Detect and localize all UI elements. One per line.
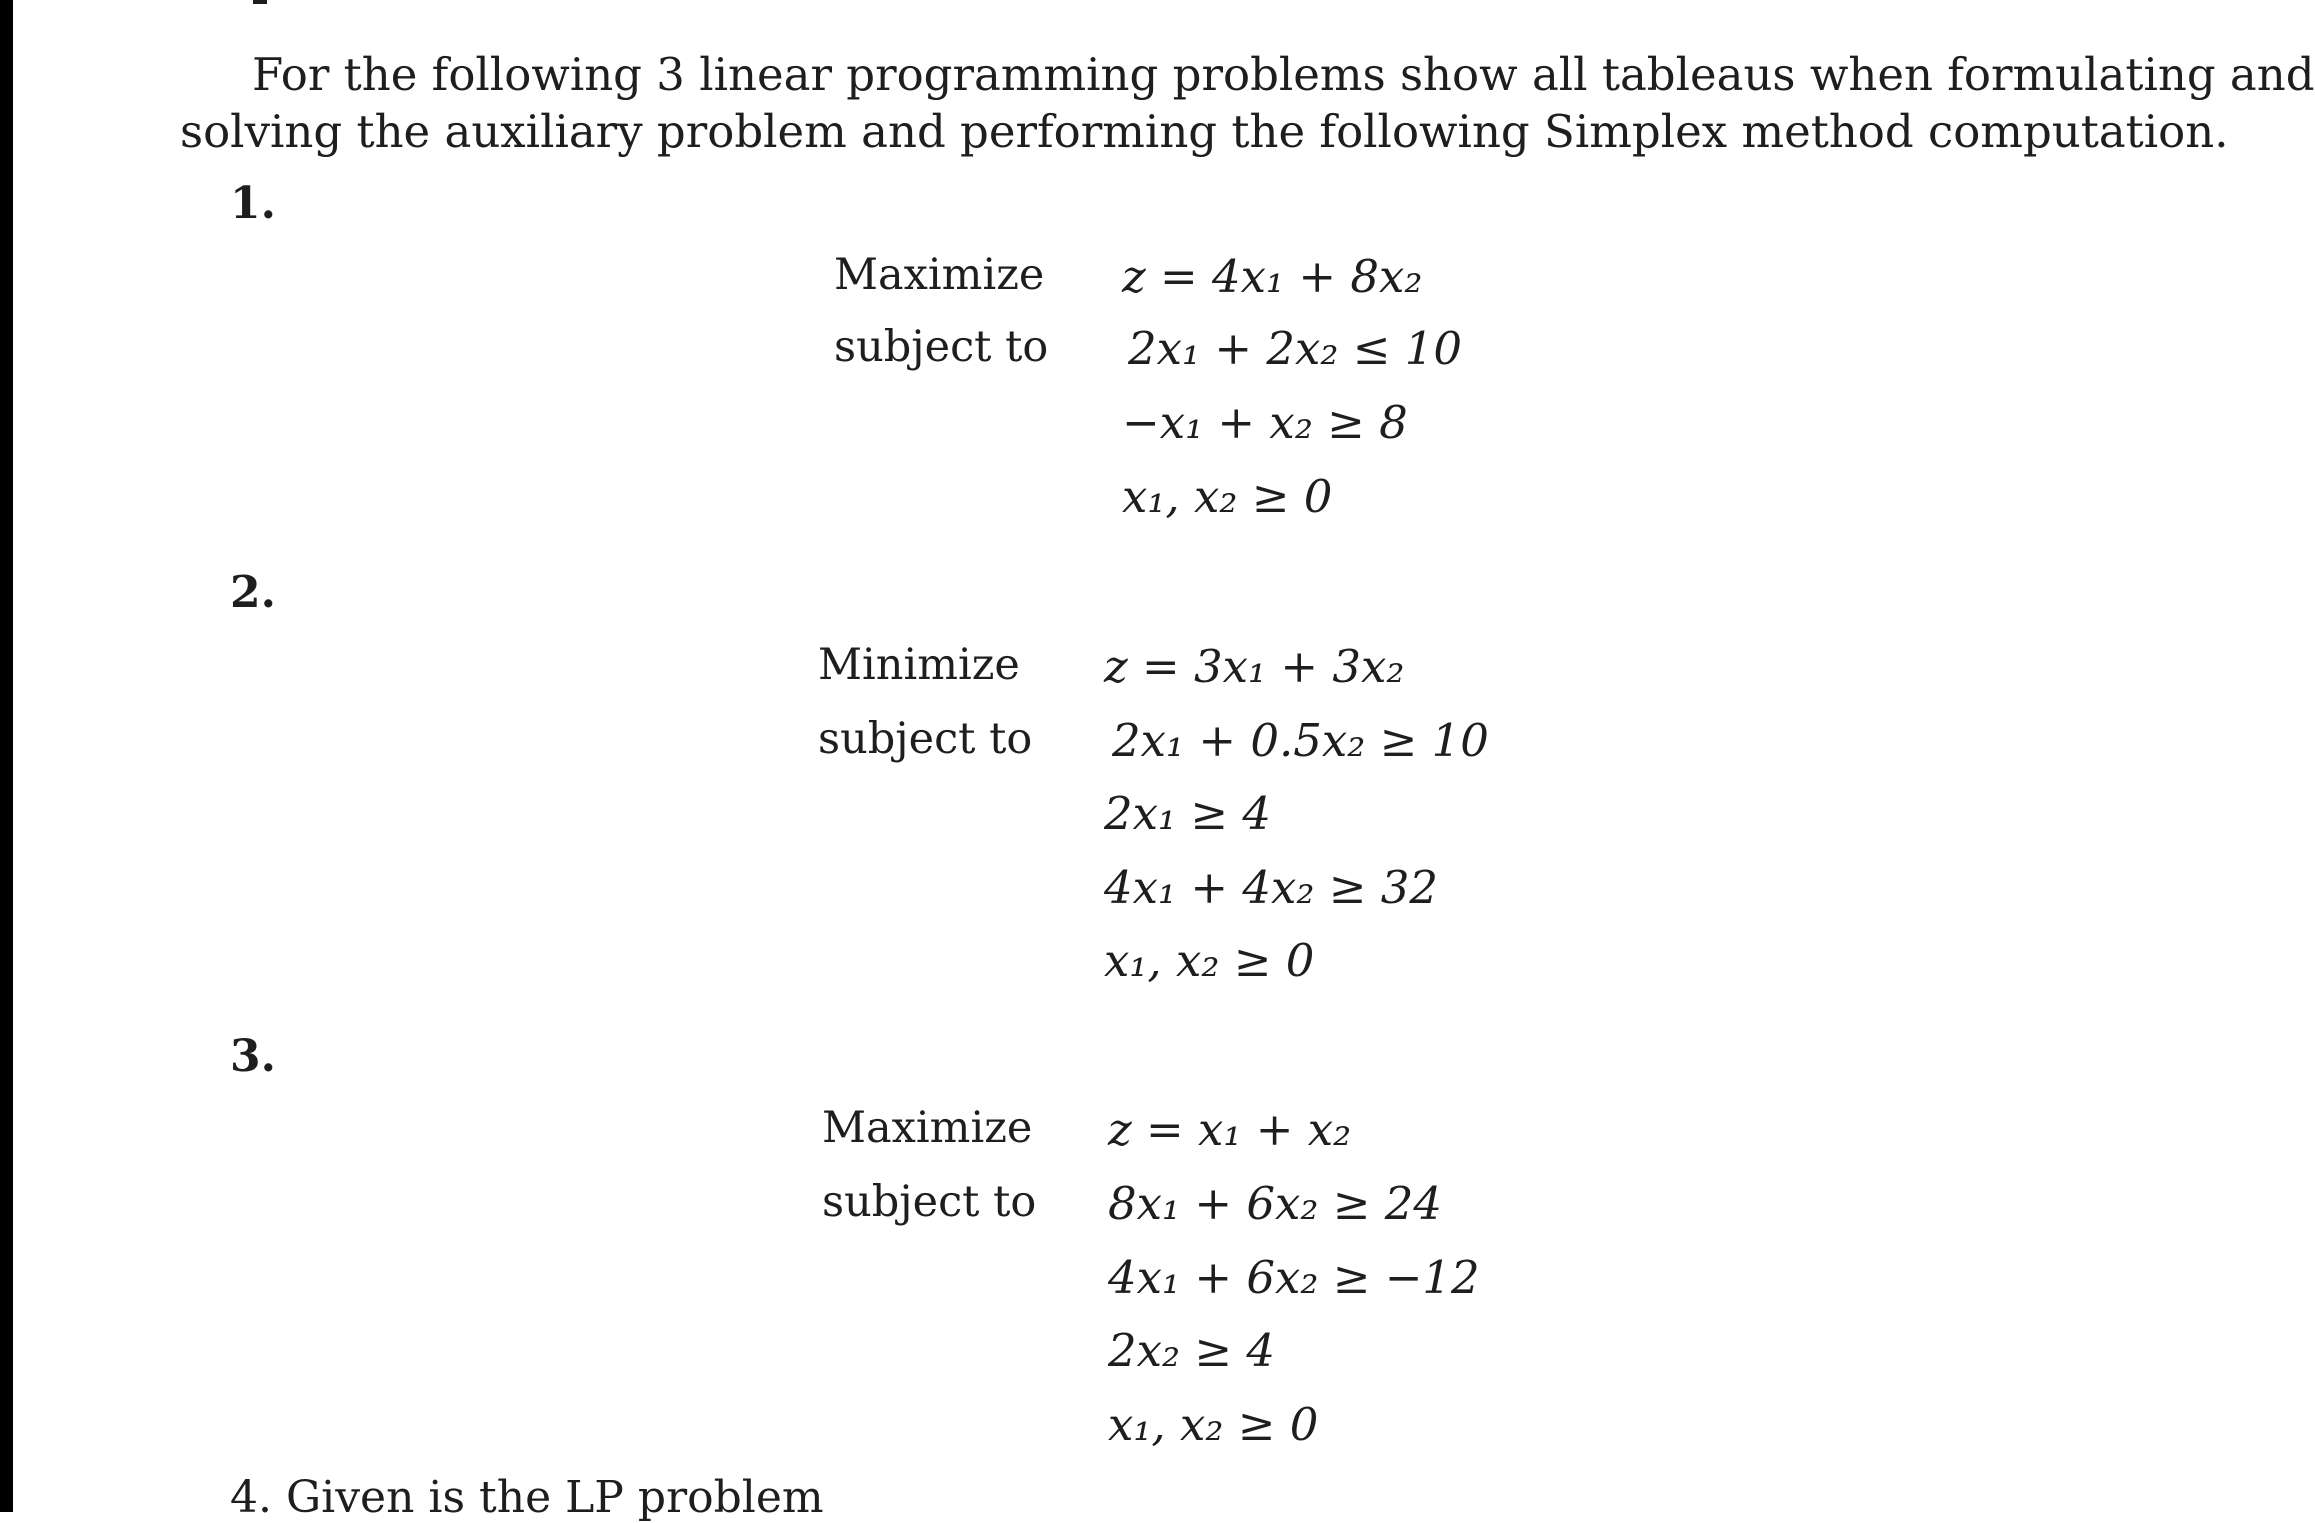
problem-2-constraint-3: 4x₁ + 4x₂ ≥ 32 [1104, 861, 1438, 914]
problem-2-constraint-1: 2x₁ + 0.5x₂ ≥ 10 [1112, 714, 1489, 767]
cut-off-top-mark [253, 0, 267, 4]
problem-1-objective-label: Maximize [834, 250, 1045, 300]
problem-1-constraint-1: 2x₁ + 2x₂ ≤ 10 [1128, 322, 1462, 375]
problem-3-constraint-label: subject to [822, 1177, 1037, 1227]
intro-line-2: solving the auxiliary problem and performing the following Simplex method computation. [180, 105, 2229, 158]
problem-3-constraint-1: 8x₁ + 6x₂ ≥ 24 [1108, 1177, 1442, 1230]
intro-paragraph [180, 46, 2315, 160]
problem-2-objective-label: Minimize [818, 640, 1020, 690]
problem-1-constraint-label: subject to [834, 322, 1049, 372]
problem-2-objective: z = 3x₁ + 3x₂ [1104, 640, 1405, 693]
problem-1-constraint-2: −x₁ + x₂ ≥ 8 [1122, 396, 1408, 449]
problem-3-objective: z = x₁ + x₂ [1108, 1103, 1352, 1156]
problem-1-nonnegativity: x₁, x₂ ≥ 0 [1122, 470, 1333, 523]
problem-3-constraint-2: 4x₁ + 6x₂ ≥ −12 [1108, 1251, 1480, 1304]
next-problem-cutoff [230, 1472, 824, 1523]
problem-2-constraint-2: 2x₁ ≥ 4 [1104, 787, 1271, 840]
problem-2-constraint-label: subject to [818, 714, 1033, 764]
problem-3-constraint-3: 2x₂ ≥ 4 [1108, 1324, 1275, 1377]
problem-1-objective: z = 4x₁ + 8x₂ [1122, 250, 1423, 303]
left-edge-bar [0, 0, 13, 1512]
next-problem-cutoff-text: 4. Given is the LP problem [230, 1472, 824, 1523]
problem-2-number: 2. [230, 567, 276, 618]
problem-2-nonnegativity: x₁, x₂ ≥ 0 [1104, 934, 1315, 987]
intro-line-1: For the following 3 linear programming problems show all tableaus when formulating and [252, 48, 2315, 101]
problem-3-objective-label: Maximize [822, 1103, 1033, 1153]
problem-3-nonnegativity: x₁, x₂ ≥ 0 [1108, 1398, 1319, 1451]
problem-3-number: 3. [230, 1031, 276, 1082]
problem-1-number: 1. [230, 178, 276, 229]
